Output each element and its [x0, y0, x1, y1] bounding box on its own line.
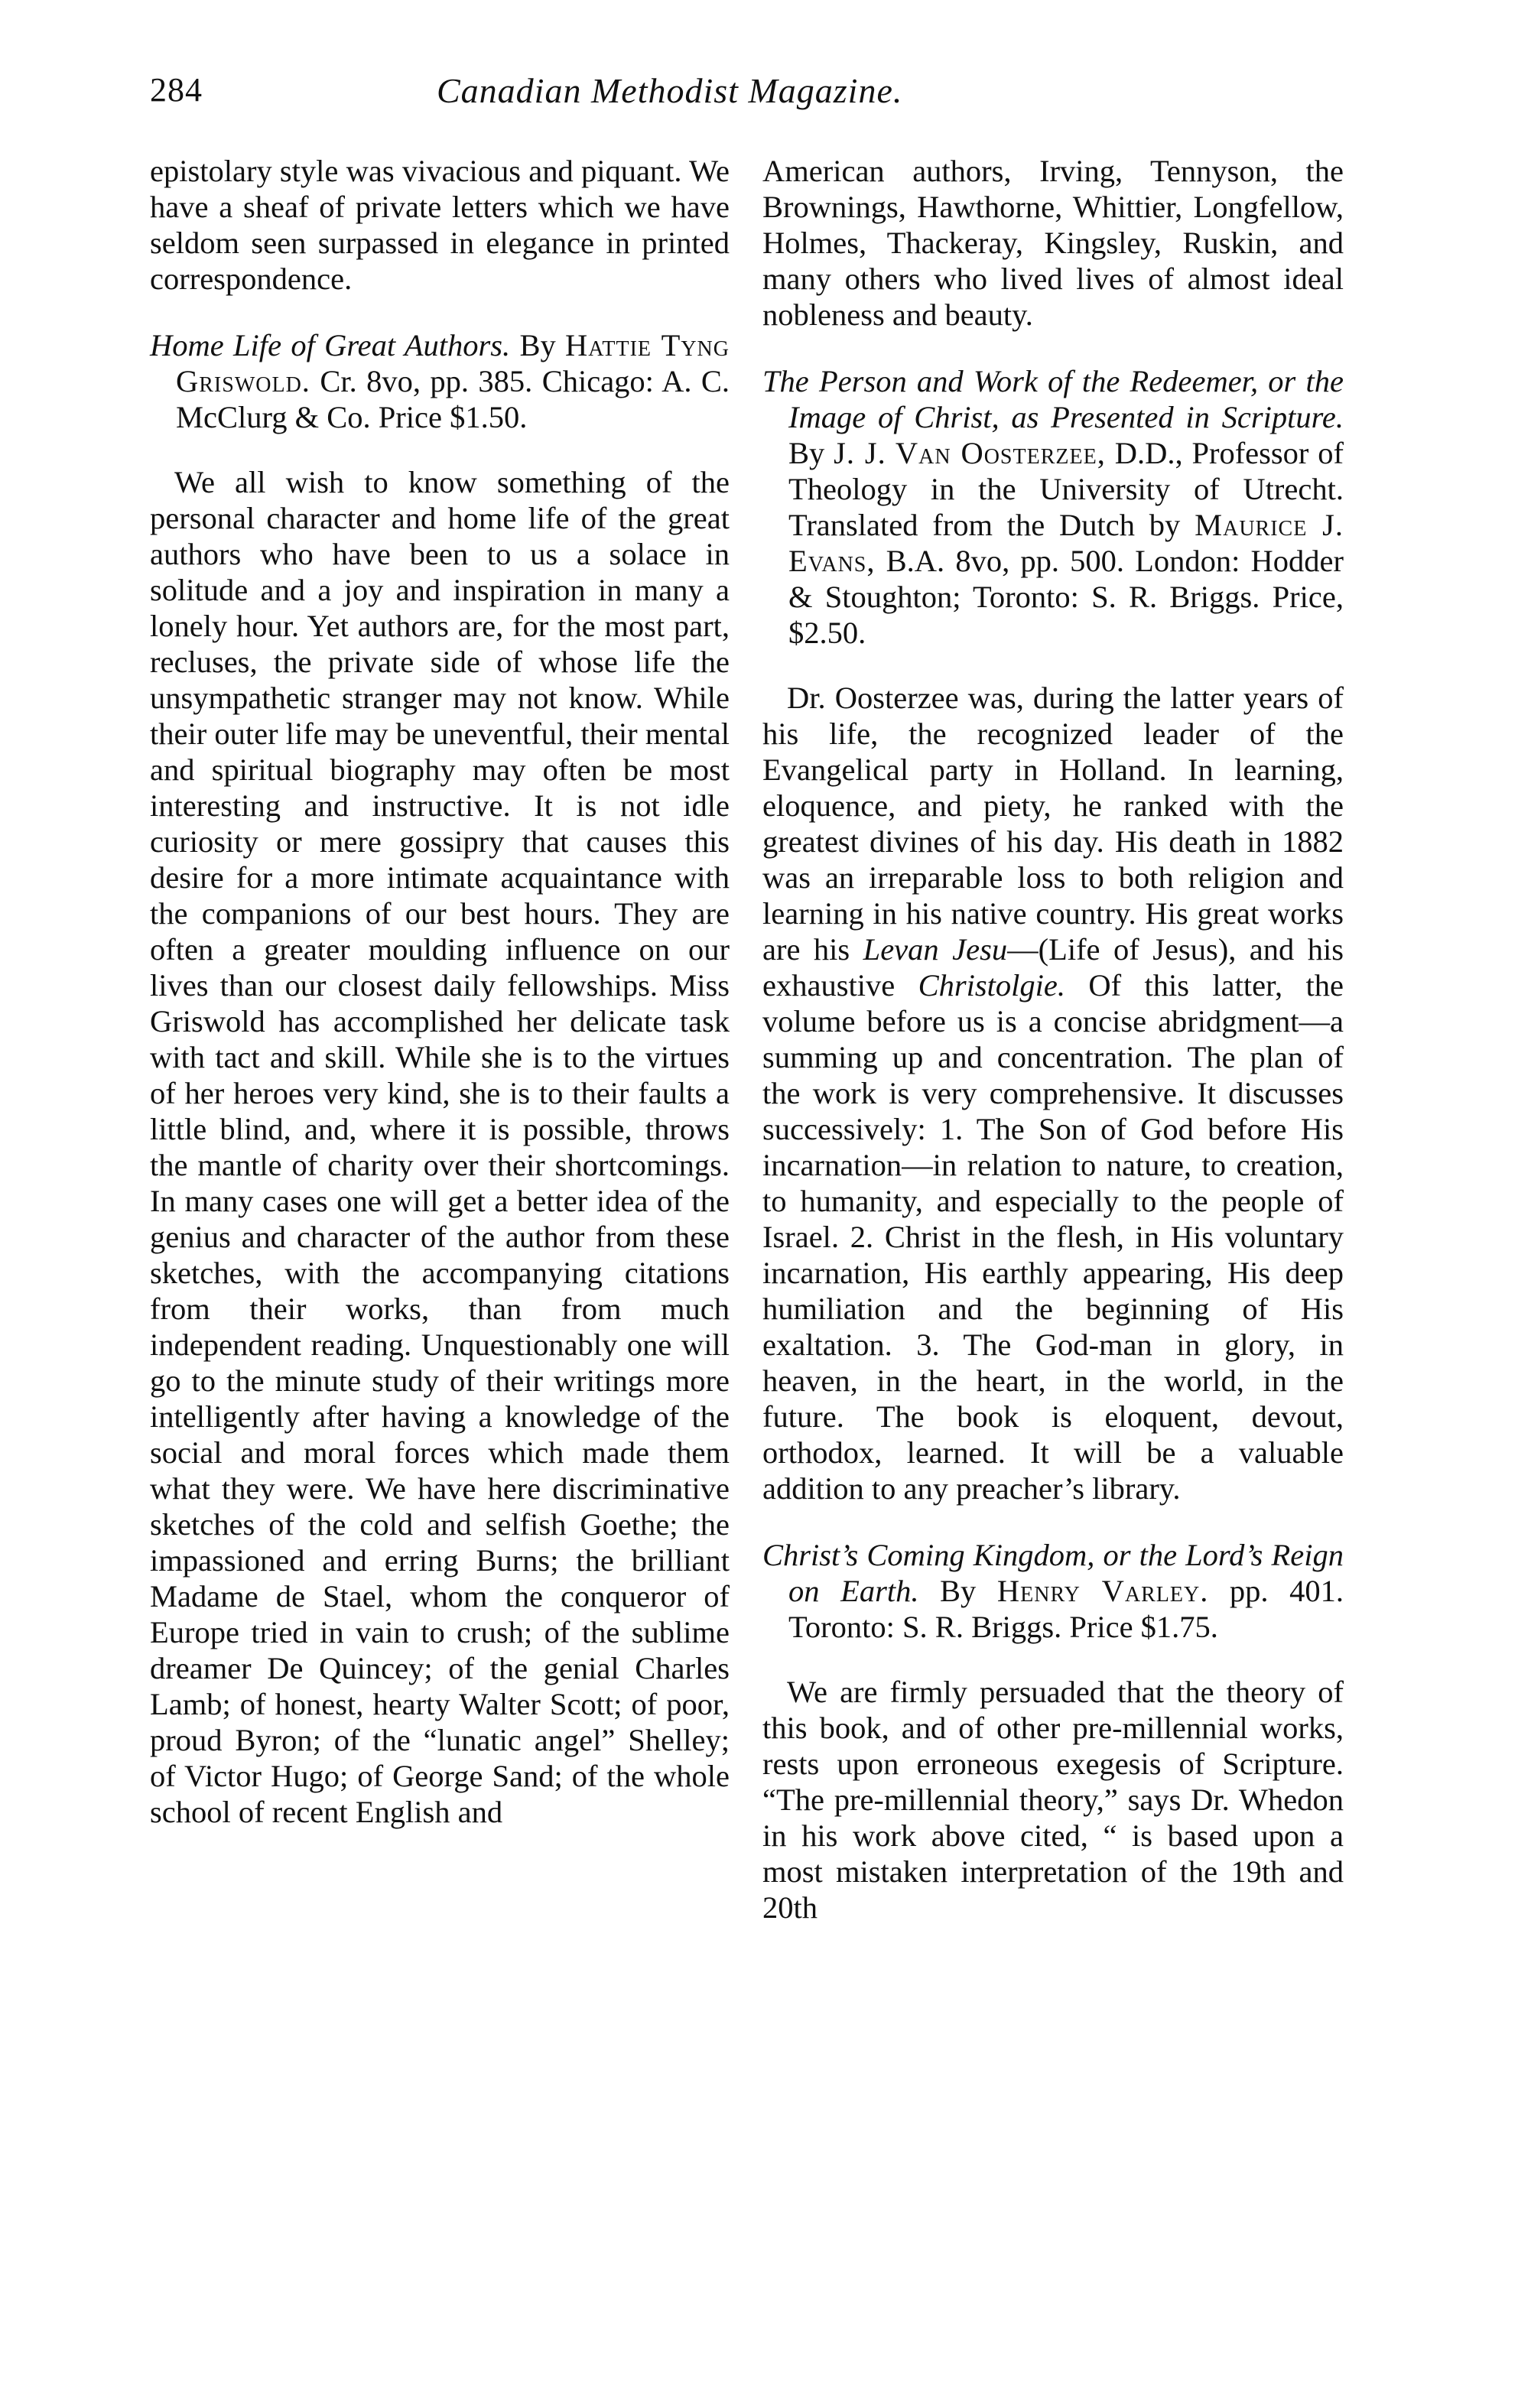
running-title: Canadian Methodist Magazine.: [437, 71, 903, 110]
work-title: Christolgie.: [918, 968, 1065, 1003]
by-label: By: [519, 328, 556, 362]
book-details: Cr. 8vo, pp. 385. Chicago: A. C. McClurg & Co. Price $1.50.: [176, 364, 730, 434]
book-title: The Person and Work of the Redeemer, or the Image of Christ, as Presented in Scripture.: [762, 364, 1344, 434]
book-author: Hattie Tyng Griswold.: [176, 328, 730, 398]
book-title: Home Life of Great Authors.: [150, 328, 511, 362]
book-translator: Maurice J. Evans,: [788, 508, 1344, 578]
book-details: D.D., Professor of Theology in the University of Utrecht. Translated from the Dutch by: [788, 436, 1344, 542]
by-label: By: [788, 436, 825, 470]
work-title: Levan Jesu: [863, 932, 1008, 967]
review-body-person-and-work: [762, 680, 1344, 1506]
book-details-2: B.A. 8vo, pp. 500. London: Hodder & Stoughton; Toronto: S. R. Briggs. Price, $2.50.: [788, 544, 1344, 650]
by-label: By: [940, 1574, 977, 1608]
review-heading-person-and-work: [762, 363, 1344, 651]
continuation-text: epistolary style was vivacious and piquant. We have a sheaf of private letters which we have seldom seen surpassed in elegance in printed correspondence.: [150, 154, 730, 296]
page-number: 284: [150, 71, 203, 109]
body-text: Dr. Oosterzee was, during the latter years of his life, the recognized leader of the Evangelical party in Holland. In learning, eloquence, and piety, he ranked with the greatest divines of his day. His death in 1882 was an irreparable loss to both religion and learning in his native country. His great works are his: [762, 681, 1344, 967]
page-header: [150, 70, 1343, 124]
review-body-coming-kingdom: We are firmly persuaded that the theory of this book, and of other pre-millennial works, rests upon erroneous exegesis of Scripture. “The pre-millennial theory,” says Dr. Whedon in his work above cited, “ is based upon a most mistaken interpretation of the 19th and 20th: [762, 1675, 1344, 1925]
review-body-home-life: We all wish to know something of the personal character and home life of the great authors who have been to us a solace in solitude and a joy and inspiration in many a lonely hour. Yet authors are, for the most part, recluses, the private side of whose life the unsympathetic stranger may not know. While their outer life may be uneventful, their mental and spiritual biography may often be most interesting and instructive. It is not idle curiosity or mere gossipry that causes this desire for a more intimate acquaintance with the companions of our best hours. They are often a greater moulding influence on our lives than our closest daily fellowships. Miss Griswold has accomplished her delicate task with tact and skill. While she is to the virtues of her heroes very kind, she is to their faults a little blind, and, where it is possible, throws the mantle of charity over their shortcomings. In many cases one will get a better idea of the genius and character of the author from these sketches, with the accompanying citations from their works, than from much independent reading. Unquestionably one will go to the minute study of their writings more intelligently after having a knowledge of the social and moral forces which made them what they were. We have here discriminative sketches of the cold and selfish Goethe; the impassioned and erring Burns; the brilliant Madame de Stael, whom the conqueror of Europe tried in vain to crush; of the sublime dreamer De Quincey; of the genial Charles Lamb; of honest, hearty Walter Scott; of poor, proud Byron; of the “lunatic angel” Shelley; of Victor Hugo; of George Sand; of the whole school of recent English and: [150, 465, 730, 1829]
book-details: pp. 401. Toronto: S. R. Briggs. Price $1.75.: [788, 1574, 1344, 1644]
continuation-text-right: American authors, Irving, Tennyson, the Brownings, Hawthorne, Whittier, Longfellow, Holmes, Thackeray, Kingsley, Ruskin, and many others who lived lives of almost ideal nobleness and beauty.: [762, 154, 1344, 332]
review-heading-home-life: [150, 327, 730, 435]
book-title: Christ’s Coming Kingdom, or the Lord’s Reign on Earth.: [762, 1538, 1344, 1608]
right-column: [762, 153, 1344, 1925]
book-author: Henry Varley.: [996, 1574, 1209, 1608]
body-text: Of this latter, the volume before us is a concise abridgment—a summing up and concentration. The plan of the work is very comprehensive. It discusses successively: 1. The Son of God before His incarnation—in relation to nature, to creation, to humanity, and especially to the people of Israel. 2. Christ in the flesh, in His voluntary incarnation, His earthly appearing, His deep humiliation and the beginning of His exaltation. 3. The God-man in glory, in heaven, in the heart, in the world, in the future. The book is eloquent, devout, orthodox, learned. It will be a valuable addition to any preacher’s library.: [762, 968, 1344, 1506]
left-column: [150, 153, 730, 1830]
body-text: —(Life of Jesus), and his exhaustive: [762, 932, 1344, 1003]
book-author: J. J. Van Oosterzee,: [834, 436, 1106, 470]
review-heading-coming-kingdom: [762, 1537, 1344, 1645]
